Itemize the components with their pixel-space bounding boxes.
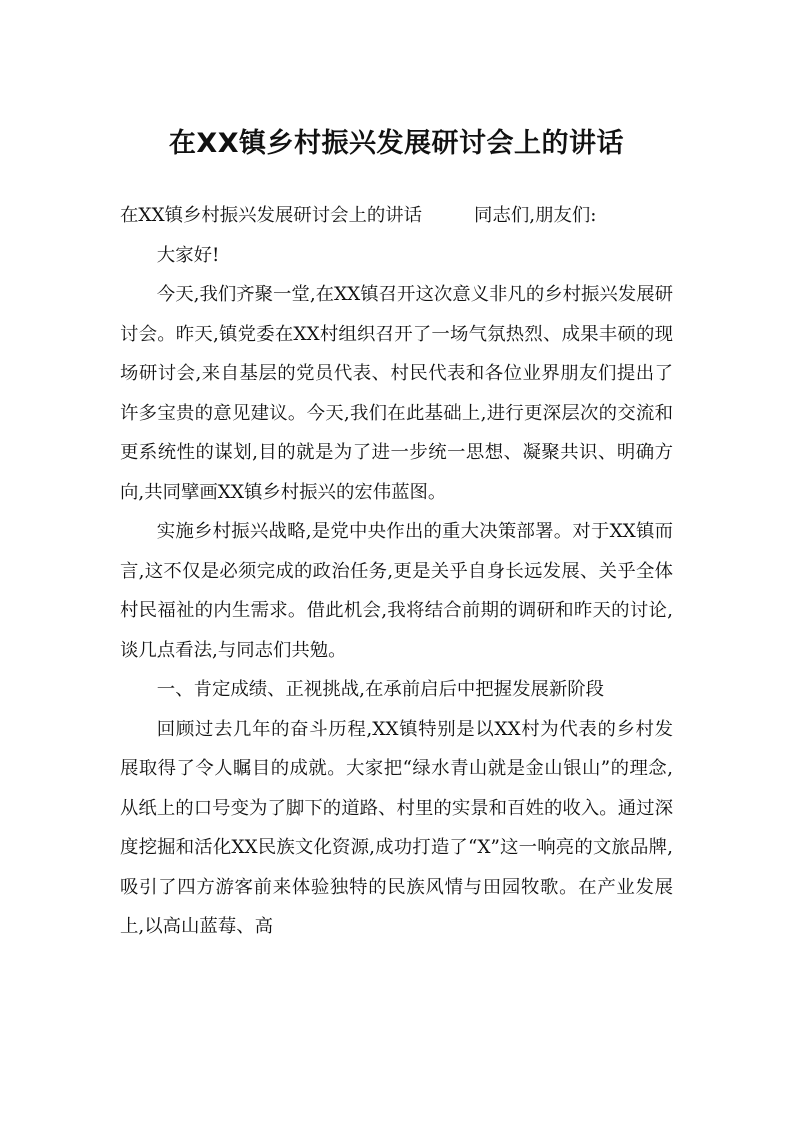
intro-line (120, 196, 673, 236)
intro-heading: 在XX镇乡村振兴发展研讨会上的讲话 (120, 205, 423, 226)
paragraph-2: 实施乡村振兴战略,是党中央作出的重大决策部署。对于XX镇而言,这不仅是必须完成的政治任务,更是关乎自身长远发展、关乎全体村民福祉的内生需求。借此机会,我将结合前期的调研和昨天的讨论,谈几点看法,与同志们共勉。 (120, 521, 673, 661)
paragraph-3: 回顾过去几年的奋斗历程,XX镇特别是以XX村为代表的乡村发展取得了令人瞩目的成就。大家把“绿水青山就是金山银山”的理念,从纸上的口号变为了脚下的道路、村里的实景和百姓的收入。通过深度挖掘和活化XX民族文化资源,成功打造了“X”这一响亮的文旅品牌,吸引了四方游客前来体验独特的民族风情与田园牧歌。在产业发展上,以高山蓝莓、高 (120, 718, 673, 937)
greeting: 大家好! (156, 244, 220, 266)
document-body (120, 196, 673, 947)
section-heading-1: 一、肯定成绩、正视挑战,在承前启后中把握发展新阶段 (156, 679, 605, 700)
salutation: 同志们,朋友们: (474, 205, 597, 226)
paragraph-1: 今天,我们齐聚一堂,在XX镇召开这次意义非凡的乡村振兴发展研讨会。昨天,镇党委在XX村组织召开了一场气氛热烈、成果丰硕的现场研讨会,来自基层的党员代表、村民代表和各位业界朋友们提出了许多宝贵的意见建议。今天,我们在此基础上,进行更深层次的交流和更系统性的谋划,目的就是为了进一步统一思想、凝聚共识、明确方向,共同擘画XX镇乡村振兴的宏伟蓝图。 (120, 284, 673, 503)
document-title: 在XX镇乡村振兴发展研讨会上的讲话 (168, 128, 625, 159)
